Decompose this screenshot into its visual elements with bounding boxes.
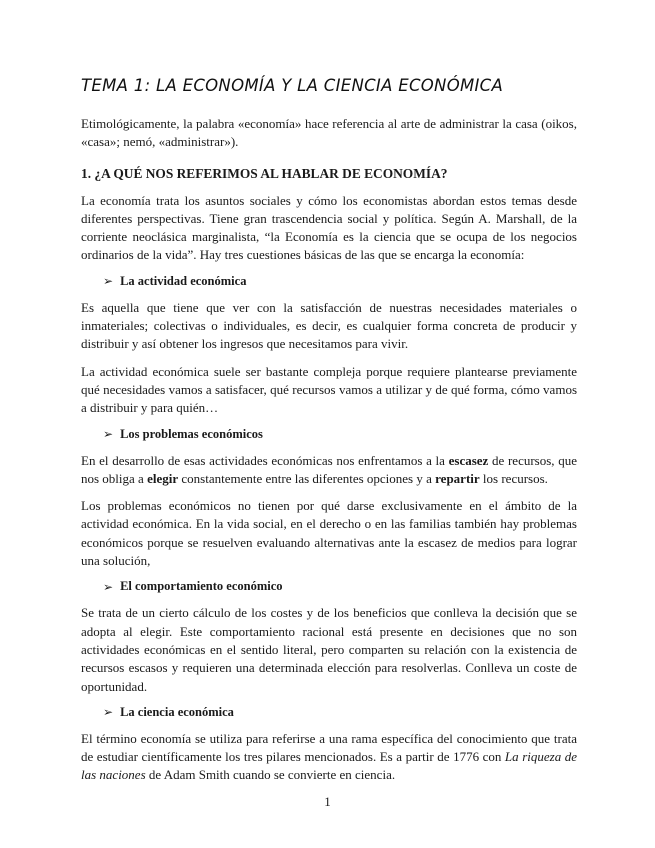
section-1-paragraph: La economía trata los asuntos sociales y cómo los economistas abordan estos temas desde diferentes perspectivas. Tiene gran trascendencia social y política. Según A. Marshall, de la corriente neoclásica marginalista, “la Economía es la ciencia que se ocupa de los negocios ordinarios de la vida”. Hay tres cuestiones básicas de las que se encarga la economía: (81, 192, 577, 263)
text-run: los recursos. (479, 470, 548, 486)
subheading-problemas-label: Los problemas económicos (120, 426, 263, 441)
arrow-bullet-icon: ➢ (103, 579, 114, 594)
arrow-bullet-icon: ➢ (103, 705, 114, 720)
section-1-heading: 1. ¿A QUÉ NOS REFERIMOS AL HABLAR DE ECONOMÍA? (81, 165, 448, 181)
subheading-actividad-label: La actividad económica (120, 273, 247, 288)
text-run: de recursos, que nos obliga a (81, 452, 578, 486)
bold-term-repartir: repartir (435, 470, 480, 486)
subheading-ciencia (103, 705, 577, 720)
text-run: El término economía se utiliza para referirse a una rama específica del conocimiento que trata de estudiar científicamente los tres pilares mencionados. Es a partir de 1776 con (81, 730, 577, 765)
subheading-comportamiento-label: El comportamiento económico (120, 579, 283, 594)
ciencia-paragraph (81, 730, 577, 785)
page-number: 1 (324, 794, 331, 809)
arrow-bullet-icon: ➢ (103, 274, 114, 289)
subheading-comportamiento (103, 579, 577, 594)
problemas-paragraph-2: Los problemas económicos no tienen por qué darse exclusivamente en el ámbito de la actividad económica. En la vida social, en el derecho o en las familias también hay problemas económicos porque se resuelven evaluando alternativas ante la escasez de medios para lograr una solución, (81, 498, 577, 569)
actividad-paragraph-1: Es aquella que tiene que ver con la satisfacción de nuestras necesidades materiales o inmateriales; colectivas o individuales, es decir, es cualquier forma concreta de producir y distribuir y así obtener los ingresos que necesitamos para vivir. (81, 299, 577, 352)
bold-term-elegir: elegir (147, 470, 179, 486)
text-run: constantemente entre las diferentes opciones y a (178, 470, 436, 486)
page-content (81, 76, 577, 794)
comportamiento-paragraph: Se trata de un cierto cálculo de los costes y de los beneficios que conlleva la decisión que se adopta al elegir. Este comportamiento racional está presente en decisiones que no son actividades económicas en el sentido literal, pero comparten su relación con la existencia de recursos escasos y requieren una determinada elección para resolverlas. Conlleva un coste de oportunidad. (81, 605, 577, 694)
document-title: TEMA 1: LA ECONOMÍA Y LA CIENCIA ECONÓMICA (81, 76, 504, 95)
problemas-paragraph-1 (81, 452, 577, 489)
arrow-bullet-icon: ➢ (103, 427, 114, 442)
subheading-problemas (103, 427, 577, 442)
actividad-paragraph-2: La actividad económica suele ser bastante compleja porque requiere plantearse previamente qué necesidades vamos a satisfacer, qué recursos vamos a utilizar y de qué forma, cómo vamos a distribuir y para quién… (81, 363, 577, 416)
subheading-ciencia-label: La ciencia económica (120, 704, 234, 719)
book-title: La riqueza de las naciones (81, 749, 577, 783)
text-run: de Adam Smith cuando se convierte en ciencia. (145, 767, 396, 783)
subheading-actividad (103, 274, 577, 289)
text-run: En el desarrollo de esas actividades económicas nos enfrentamos a la (81, 452, 449, 468)
bold-term-escasez: escasez (448, 452, 489, 468)
intro-paragraph: Etimológicamente, la palabra «economía» hace referencia al arte de administrar la casa (oikos, «casa»; nemó, «administrar»). (81, 116, 577, 150)
